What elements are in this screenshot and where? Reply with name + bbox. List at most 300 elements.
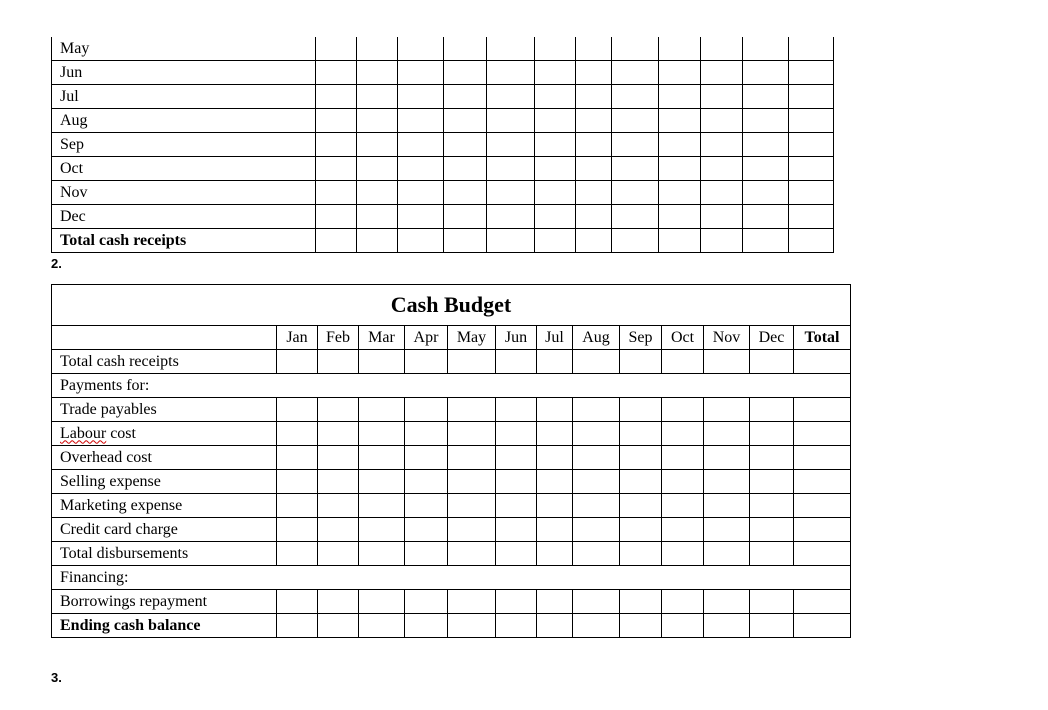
amount-cell[interactable] [573,350,620,374]
amount-cell[interactable] [576,205,612,229]
amount-cell[interactable] [398,61,444,85]
amount-cell[interactable] [576,109,612,133]
amount-cell[interactable] [487,133,535,157]
amount-cell[interactable] [316,85,357,109]
amount-cell[interactable] [444,109,487,133]
budget-row-credit-card-charge [52,518,851,542]
amount-cell[interactable] [359,494,405,518]
amount-cell[interactable] [359,542,405,566]
amount-cell[interactable] [620,446,662,470]
receipts-month-row [52,133,834,157]
budget-row-trade-payables [52,398,851,422]
amount-cell[interactable] [701,157,743,181]
amount-cell[interactable] [487,61,535,85]
amount-cell[interactable] [537,470,573,494]
amount-cell[interactable] [620,518,662,542]
amount-cell[interactable] [620,614,662,638]
amount-cell[interactable] [405,518,448,542]
row-label: Overhead cost [52,446,277,470]
amount-cell[interactable] [359,614,405,638]
amount-cell[interactable] [405,614,448,638]
amount-cell[interactable] [535,157,576,181]
amount-cell[interactable] [743,61,789,85]
amount-cell[interactable] [704,614,750,638]
amount-cell[interactable] [359,590,405,614]
header-blank-cell [52,326,277,350]
month-header: Aug [573,326,620,350]
amount-cell[interactable] [357,229,398,253]
total-cell[interactable] [794,446,851,470]
amount-cell[interactable] [704,350,750,374]
receipts-month-row [52,85,834,109]
budget-row-overhead-cost [52,446,851,470]
amount-cell[interactable] [662,518,704,542]
amount-cell[interactable] [743,157,789,181]
amount-cell[interactable] [277,590,318,614]
amount-cell[interactable] [704,542,750,566]
amount-cell[interactable] [576,37,612,61]
amount-cell[interactable] [496,590,537,614]
amount-cell[interactable] [496,398,537,422]
amount-cell[interactable] [537,590,573,614]
amount-cell[interactable] [318,494,359,518]
amount-cell[interactable] [743,109,789,133]
amount-cell[interactable] [398,37,444,61]
amount-cell[interactable] [318,614,359,638]
amount-cell[interactable] [576,157,612,181]
amount-cell[interactable] [487,85,535,109]
budget-header-row [52,326,851,350]
row-label [52,422,277,446]
total-cell[interactable] [794,542,851,566]
amount-cell[interactable] [535,61,576,85]
amount-cell[interactable] [701,37,743,61]
amount-cell[interactable] [496,494,537,518]
amount-cell[interactable] [789,61,834,85]
amount-cell[interactable] [573,590,620,614]
amount-cell[interactable] [612,229,659,253]
amount-cell[interactable] [444,229,487,253]
amount-cell[interactable] [789,229,834,253]
amount-cell[interactable] [576,133,612,157]
amount-cell[interactable] [405,542,448,566]
amount-cell[interactable] [398,109,444,133]
amount-cell[interactable] [357,157,398,181]
amount-cell[interactable] [277,518,318,542]
amount-cell[interactable] [537,446,573,470]
amount-cell[interactable] [448,398,496,422]
amount-cell[interactable] [316,205,357,229]
amount-cell[interactable] [743,85,789,109]
amount-cell[interactable] [537,518,573,542]
receipts-month-row [52,181,834,205]
amount-cell[interactable] [612,205,659,229]
amount-cell[interactable] [573,470,620,494]
amount-cell[interactable] [750,542,794,566]
amount-cell[interactable] [659,61,701,85]
amount-cell[interactable] [487,205,535,229]
month-header: Jun [496,326,537,350]
amount-cell[interactable] [750,398,794,422]
amount-cell[interactable] [701,61,743,85]
month-header: Dec [750,326,794,350]
amount-cell[interactable] [750,590,794,614]
amount-cell[interactable] [750,350,794,374]
amount-cell[interactable] [750,446,794,470]
amount-cell[interactable] [576,61,612,85]
amount-cell[interactable] [789,133,834,157]
amount-cell[interactable] [318,350,359,374]
amount-cell[interactable] [357,109,398,133]
amount-cell[interactable] [318,422,359,446]
amount-cell[interactable] [398,205,444,229]
amount-cell[interactable] [448,470,496,494]
amount-cell[interactable] [535,181,576,205]
amount-cell[interactable] [448,446,496,470]
receipts-total-row [52,229,834,253]
amount-cell[interactable] [573,518,620,542]
amount-cell[interactable] [750,518,794,542]
budget-row-payments-for [52,374,851,398]
amount-cell[interactable] [537,614,573,638]
amount-cell[interactable] [701,133,743,157]
row-label: Trade payables [52,398,277,422]
amount-cell[interactable] [662,350,704,374]
amount-cell[interactable] [743,205,789,229]
amount-cell[interactable] [743,133,789,157]
total-cell[interactable] [794,590,851,614]
amount-cell[interactable] [789,85,834,109]
row-label: Dec [52,205,316,229]
amount-cell[interactable] [496,350,537,374]
amount-cell[interactable] [612,181,659,205]
amount-cell[interactable] [573,398,620,422]
amount-cell[interactable] [662,398,704,422]
amount-cell[interactable] [398,85,444,109]
section-label: Payments for: [52,374,851,398]
amount-cell[interactable] [743,181,789,205]
row-label: Total disbursements [52,542,277,566]
amount-cell[interactable] [535,37,576,61]
amount-cell[interactable] [620,422,662,446]
amount-cell[interactable] [277,494,318,518]
amount-cell[interactable] [743,229,789,253]
amount-cell[interactable] [789,109,834,133]
total-cell[interactable] [794,470,851,494]
amount-cell[interactable] [537,350,573,374]
amount-cell[interactable] [659,109,701,133]
amount-cell[interactable] [405,446,448,470]
amount-cell[interactable] [612,61,659,85]
amount-cell[interactable] [359,350,405,374]
amount-cell[interactable] [277,542,318,566]
amount-cell[interactable] [444,181,487,205]
amount-cell[interactable] [318,590,359,614]
amount-cell[interactable] [537,494,573,518]
budget-row-selling-expense [52,470,851,494]
amount-cell[interactable] [704,398,750,422]
total-cell[interactable] [794,518,851,542]
amount-cell[interactable] [487,181,535,205]
amount-cell[interactable] [318,518,359,542]
amount-cell[interactable] [405,590,448,614]
amount-cell[interactable] [662,422,704,446]
row-label: Total cash receipts [52,229,316,253]
amount-cell[interactable] [750,614,794,638]
amount-cell[interactable] [535,205,576,229]
row-label: May [52,37,316,61]
amount-cell[interactable] [573,542,620,566]
amount-cell[interactable] [316,157,357,181]
budget-row-borrowings-repayment [52,590,851,614]
amount-cell[interactable] [704,590,750,614]
total-cell[interactable] [794,614,851,638]
budget-row-labour-cost [52,422,851,446]
amount-cell[interactable] [496,518,537,542]
amount-cell[interactable] [448,614,496,638]
amount-cell[interactable] [662,614,704,638]
amount-cell[interactable] [398,229,444,253]
amount-cell[interactable] [316,181,357,205]
amount-cell[interactable] [444,157,487,181]
amount-cell[interactable] [357,205,398,229]
amount-cell[interactable] [359,470,405,494]
amount-cell[interactable] [316,61,357,85]
amount-cell[interactable] [359,518,405,542]
amount-cell[interactable] [701,85,743,109]
amount-cell[interactable] [537,422,573,446]
amount-cell[interactable] [316,133,357,157]
row-label: Jul [52,85,316,109]
amount-cell[interactable] [659,205,701,229]
amount-cell[interactable] [659,157,701,181]
total-header: Total [794,326,851,350]
amount-cell[interactable] [620,590,662,614]
month-header: May [448,326,496,350]
amount-cell[interactable] [316,109,357,133]
total-cell[interactable] [794,422,851,446]
amount-cell[interactable] [612,37,659,61]
amount-cell[interactable] [357,85,398,109]
amount-cell[interactable] [704,518,750,542]
row-label: Credit card charge [52,518,277,542]
spellcheck-word: Labour [60,424,107,442]
amount-cell[interactable] [662,494,704,518]
amount-cell[interactable] [398,181,444,205]
section-number-3: 3. [51,670,62,685]
amount-cell[interactable] [316,37,357,61]
amount-cell[interactable] [789,157,834,181]
amount-cell[interactable] [405,494,448,518]
amount-cell[interactable] [318,470,359,494]
amount-cell[interactable] [704,446,750,470]
receipts-month-row [52,205,834,229]
amount-cell[interactable] [357,133,398,157]
amount-cell[interactable] [750,494,794,518]
amount-cell[interactable] [357,181,398,205]
amount-cell[interactable] [357,37,398,61]
amount-cell[interactable] [277,446,318,470]
amount-cell[interactable] [659,181,701,205]
amount-cell[interactable] [277,470,318,494]
amount-cell[interactable] [359,446,405,470]
amount-cell[interactable] [398,133,444,157]
amount-cell[interactable] [277,398,318,422]
budget-row-financing [52,566,851,590]
amount-cell[interactable] [573,614,620,638]
cash-receipts-table [51,37,834,253]
row-label: Oct [52,157,316,181]
month-header: Feb [318,326,359,350]
label-rest: cost [106,424,136,442]
amount-cell[interactable] [496,542,537,566]
amount-cell[interactable] [537,542,573,566]
row-label: Borrowings repayment [52,590,277,614]
cash-budget-table [51,284,851,638]
budget-row-ending-cash-balance [52,614,851,638]
budget-row-total-cash-receipts [52,350,851,374]
amount-cell[interactable] [487,229,535,253]
amount-cell[interactable] [496,470,537,494]
amount-cell[interactable] [535,133,576,157]
amount-cell[interactable] [576,229,612,253]
amount-cell[interactable] [750,470,794,494]
amount-cell[interactable] [537,398,573,422]
row-label: Selling expense [52,470,277,494]
amount-cell[interactable] [573,446,620,470]
amount-cell[interactable] [704,422,750,446]
amount-cell[interactable] [316,229,357,253]
row-label: Sep [52,133,316,157]
amount-cell[interactable] [659,85,701,109]
amount-cell[interactable] [750,422,794,446]
month-header: Oct [662,326,704,350]
amount-cell[interactable] [444,133,487,157]
month-header: Jul [537,326,573,350]
amount-cell[interactable] [318,398,359,422]
amount-cell[interactable] [576,181,612,205]
amount-cell[interactable] [662,542,704,566]
budget-title: Cash Budget [52,285,851,326]
amount-cell[interactable] [535,85,576,109]
amount-cell[interactable] [535,109,576,133]
amount-cell[interactable] [448,518,496,542]
amount-cell[interactable] [620,350,662,374]
amount-cell[interactable] [448,590,496,614]
amount-cell[interactable] [318,542,359,566]
amount-cell[interactable] [496,614,537,638]
amount-cell[interactable] [359,398,405,422]
amount-cell[interactable] [612,133,659,157]
amount-cell[interactable] [659,133,701,157]
budget-row-marketing-expense [52,494,851,518]
total-cell[interactable] [794,494,851,518]
section-number-2: 2. [51,256,62,271]
budget-title-row [52,285,851,326]
amount-cell[interactable] [701,229,743,253]
amount-cell[interactable] [277,422,318,446]
amount-cell[interactable] [448,542,496,566]
amount-cell[interactable] [535,229,576,253]
row-label: Marketing expense [52,494,277,518]
amount-cell[interactable] [620,470,662,494]
amount-cell[interactable] [487,37,535,61]
amount-cell[interactable] [701,109,743,133]
amount-cell[interactable] [487,109,535,133]
amount-cell[interactable] [496,422,537,446]
month-header: Nov [704,326,750,350]
month-header: Apr [405,326,448,350]
amount-cell[interactable] [662,470,704,494]
total-cell[interactable] [794,350,851,374]
receipts-month-row [52,37,834,61]
amount-cell[interactable] [448,422,496,446]
amount-cell[interactable] [444,85,487,109]
row-label: Aug [52,109,316,133]
total-cell[interactable] [794,398,851,422]
amount-cell[interactable] [704,470,750,494]
amount-cell[interactable] [662,446,704,470]
amount-cell[interactable] [444,61,487,85]
receipts-month-row [52,109,834,133]
amount-cell[interactable] [704,494,750,518]
amount-cell[interactable] [573,494,620,518]
amount-cell[interactable] [277,614,318,638]
amount-cell[interactable] [359,422,405,446]
receipts-month-row [52,61,834,85]
amount-cell[interactable] [612,157,659,181]
amount-cell[interactable] [620,398,662,422]
amount-cell[interactable] [659,37,701,61]
amount-cell[interactable] [487,157,535,181]
amount-cell[interactable] [318,446,359,470]
amount-cell[interactable] [620,542,662,566]
amount-cell[interactable] [496,446,537,470]
row-label: Jun [52,61,316,85]
amount-cell[interactable] [444,205,487,229]
amount-cell[interactable] [405,398,448,422]
month-header: Jan [277,326,318,350]
amount-cell[interactable] [662,590,704,614]
budget-row-total-disbursements [52,542,851,566]
amount-cell[interactable] [620,494,662,518]
amount-cell[interactable] [612,85,659,109]
amount-cell[interactable] [573,422,620,446]
amount-cell[interactable] [398,157,444,181]
amount-cell[interactable] [448,350,496,374]
amount-cell[interactable] [576,85,612,109]
amount-cell[interactable] [789,37,834,61]
amount-cell[interactable] [448,494,496,518]
amount-cell[interactable] [357,61,398,85]
amount-cell[interactable] [405,422,448,446]
amount-cell[interactable] [277,350,318,374]
amount-cell[interactable] [405,350,448,374]
amount-cell[interactable] [789,205,834,229]
amount-cell[interactable] [743,37,789,61]
amount-cell[interactable] [444,37,487,61]
row-label: Ending cash balance [52,614,277,638]
amount-cell[interactable] [659,229,701,253]
receipts-month-row [52,157,834,181]
amount-cell[interactable] [701,181,743,205]
row-label: Nov [52,181,316,205]
amount-cell[interactable] [701,205,743,229]
amount-cell[interactable] [789,181,834,205]
section-label: Financing: [52,566,851,590]
amount-cell[interactable] [612,109,659,133]
amount-cell[interactable] [405,470,448,494]
